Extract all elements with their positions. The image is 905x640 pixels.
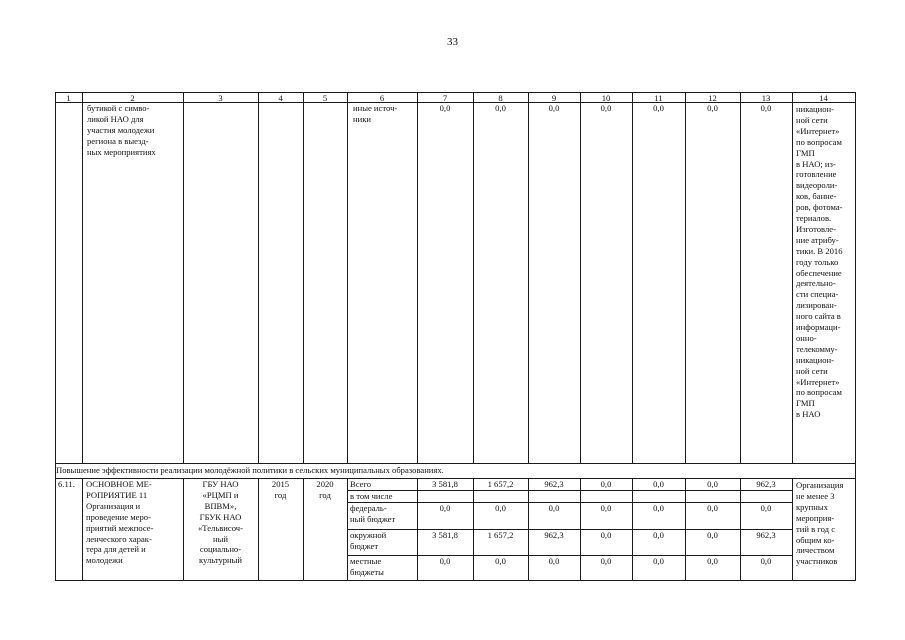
column-header: 13 [761, 92, 771, 103]
cell-value: 3 581,8 [432, 479, 458, 489]
cell-value: 0,0 [707, 479, 718, 489]
cell-text: ние атрибу- [796, 234, 839, 245]
cell-value: 0,0 [653, 530, 664, 540]
cell-text: ный [213, 533, 228, 544]
subrow-label: бюджеты [350, 566, 384, 577]
cell-text: не менее 3 [796, 490, 835, 501]
cell-text: Организация [796, 480, 844, 490]
column-header: 3 [218, 92, 223, 103]
column-divider [740, 92, 741, 463]
cell-value: 3 581,8 [432, 530, 458, 540]
cell-text: «РЦМП и [202, 489, 239, 500]
cell-value: 0,0 [439, 556, 451, 566]
cell-text: общим ко- [796, 534, 835, 545]
subrow-divider [347, 490, 792, 491]
subrow-label: местные [350, 556, 382, 566]
subrow-label: бюджет [350, 540, 379, 551]
cell-text: никацион- [796, 354, 835, 365]
cell-text: деятельно- [796, 278, 836, 289]
column-divider [258, 92, 259, 463]
cell-value: 0,0 [600, 503, 612, 513]
cell-value: 0,0 [600, 479, 612, 489]
cell-value: 0,0 [760, 503, 772, 513]
column-header: 8 [498, 92, 503, 103]
cell-text: телекомму- [796, 343, 838, 354]
table-bottom-border [55, 580, 855, 581]
cell-value: 0,0 [600, 530, 612, 540]
column-divider [82, 92, 83, 463]
cell-text: ликой НАО для [87, 113, 144, 124]
column-header: 9 [551, 92, 557, 103]
subrow-label: окружной [350, 530, 387, 540]
cell-text: 2015 [271, 479, 290, 489]
cell-value: 0,0 [439, 103, 451, 113]
column-divider [580, 92, 581, 463]
cell-text: онно- [796, 332, 817, 343]
column-header: 4 [278, 92, 283, 103]
cell-value: 0,0 [439, 503, 451, 513]
column-header: 10 [601, 92, 611, 103]
cell-text: ВПВМ», [204, 500, 237, 511]
cell-text: в НАО; из- [796, 158, 836, 169]
cell-text: ков, банне- [796, 191, 837, 202]
cell-text: обеспечение [796, 267, 842, 278]
column-header: 11 [654, 92, 663, 103]
column-header: 2 [130, 92, 135, 103]
cell-value: 0,0 [653, 479, 664, 489]
cell-value: 962,3 [756, 530, 776, 540]
cell-text: готовление [796, 169, 837, 180]
cell-text: тера для детей и [86, 544, 146, 555]
subrow-label: ный бюджет [350, 513, 396, 524]
column-divider [528, 92, 529, 463]
column-header: 12 [708, 92, 717, 103]
column-divider [792, 478, 793, 580]
section-top-border [55, 463, 855, 464]
page-number: 33 [447, 36, 458, 48]
column-divider [82, 478, 83, 580]
cell-value: 0,0 [653, 103, 664, 113]
column-divider [347, 92, 348, 463]
cell-text: «Интернет» [796, 376, 840, 387]
cell-text: в НАО [796, 409, 821, 420]
cell-value: 0,0 [548, 103, 560, 113]
cell-text: Изготовле- [796, 223, 836, 234]
cell-text: тий в год с [796, 523, 836, 534]
cell-text: молодежи [86, 555, 123, 566]
cell-text: тики. В 2016 [796, 245, 843, 256]
cell-text: региона в выезд- [87, 135, 149, 146]
cell-value: 0,0 [760, 103, 772, 113]
cell-text: лизирован- [796, 300, 837, 311]
column-header: 1 [66, 92, 71, 103]
cell-text: мероприя- [796, 512, 835, 523]
cell-text: социально- [199, 544, 242, 555]
table-side-border [855, 92, 856, 581]
cell-text: приятий межпосе- [86, 522, 154, 533]
cell-text: информаци- [796, 322, 841, 332]
cell-value: 0,0 [495, 556, 506, 566]
column-divider [473, 92, 474, 463]
cell-value: 1 657,2 [487, 530, 514, 540]
cell-text: 2020 [316, 479, 334, 489]
cell-text: по вопросам [796, 136, 842, 147]
cell-text: ных мероприятиях [87, 146, 156, 157]
cell-text: ров, фотома- [796, 202, 843, 213]
cell-text: год [319, 489, 331, 500]
cell-text: культурный [198, 555, 243, 566]
cell-text: РОПРИЯТИЕ 11 [86, 489, 148, 500]
cell-text: териалов. [796, 213, 832, 223]
cell-value: 962,3 [544, 479, 564, 489]
cell-text: личеством [796, 545, 835, 556]
column-divider [792, 92, 793, 463]
cell-text: году только [796, 256, 839, 267]
cell-text: проведение меро- [86, 511, 151, 522]
cell-value: 962,3 [756, 479, 776, 489]
column-divider [632, 92, 633, 463]
cell-value: 0,0 [495, 103, 506, 113]
cell-value: 962,3 [544, 530, 564, 540]
cell-text: видеороли- [796, 180, 838, 191]
subrow-label: федераль- [350, 503, 387, 513]
cell-value: 0,0 [548, 503, 560, 513]
cell-text: «Интернет» [796, 125, 840, 136]
column-header: 14 [819, 92, 828, 103]
cell-text: ленческого харак- [86, 533, 152, 544]
table-side-border [55, 92, 56, 581]
column-header: 6 [379, 92, 385, 103]
cell-text: ной сети [796, 365, 828, 376]
cell-text: «Тельвисоч- [198, 522, 243, 533]
cell-text: по вопросам [796, 387, 842, 398]
section-title: Повышение эффективности реализации молодёжной политики в сельских муниципальных образованиях. [56, 465, 444, 475]
cell-text: ГБУ НАО [202, 479, 239, 489]
cell-text: участия молодежи [87, 124, 155, 135]
cell-text: крупных [796, 501, 828, 512]
cell-text: никацион- [796, 104, 835, 114]
cell-text: иные источ- [353, 103, 398, 113]
cell-text: ОСНОВНОЕ МЕ- [86, 479, 152, 489]
cell-value: 0,0 [707, 103, 718, 113]
row-number: 6.11. [58, 479, 75, 489]
cell-text: ники [353, 113, 371, 124]
cell-text: ГБУК НАО [199, 511, 242, 522]
subrow-label: Всего [350, 479, 372, 489]
cell-value: 0,0 [707, 530, 718, 540]
cell-text: год [274, 489, 287, 500]
cell-value: 0,0 [495, 503, 506, 513]
cell-text: участников [796, 556, 838, 567]
cell-value: 0,0 [600, 556, 612, 566]
cell-text: Организация и [86, 500, 141, 511]
cell-text: сти специа- [796, 289, 839, 300]
cell-value: 0,0 [600, 103, 612, 113]
cell-value: 0,0 [653, 556, 664, 566]
column-divider [303, 92, 304, 463]
cell-value: 0,0 [760, 556, 772, 566]
subrow-label: в том числе [350, 491, 393, 501]
cell-text: бутикой с симво- [87, 103, 150, 113]
cell-text: ной сети [796, 114, 828, 125]
cell-text: ГМП [796, 398, 815, 409]
column-header: 5 [322, 92, 328, 103]
cell-text: ГМП [796, 147, 815, 158]
cell-text: ного сайта в [796, 311, 841, 322]
column-divider [183, 92, 184, 463]
column-divider [417, 92, 418, 463]
cell-value: 0,0 [548, 556, 560, 566]
column-header: 7 [442, 92, 448, 103]
cell-value: 0,0 [653, 503, 664, 513]
cell-value: 1 657,2 [487, 479, 514, 489]
cell-value: 0,0 [707, 556, 718, 566]
column-divider [685, 92, 686, 463]
cell-value: 0,0 [707, 503, 718, 513]
